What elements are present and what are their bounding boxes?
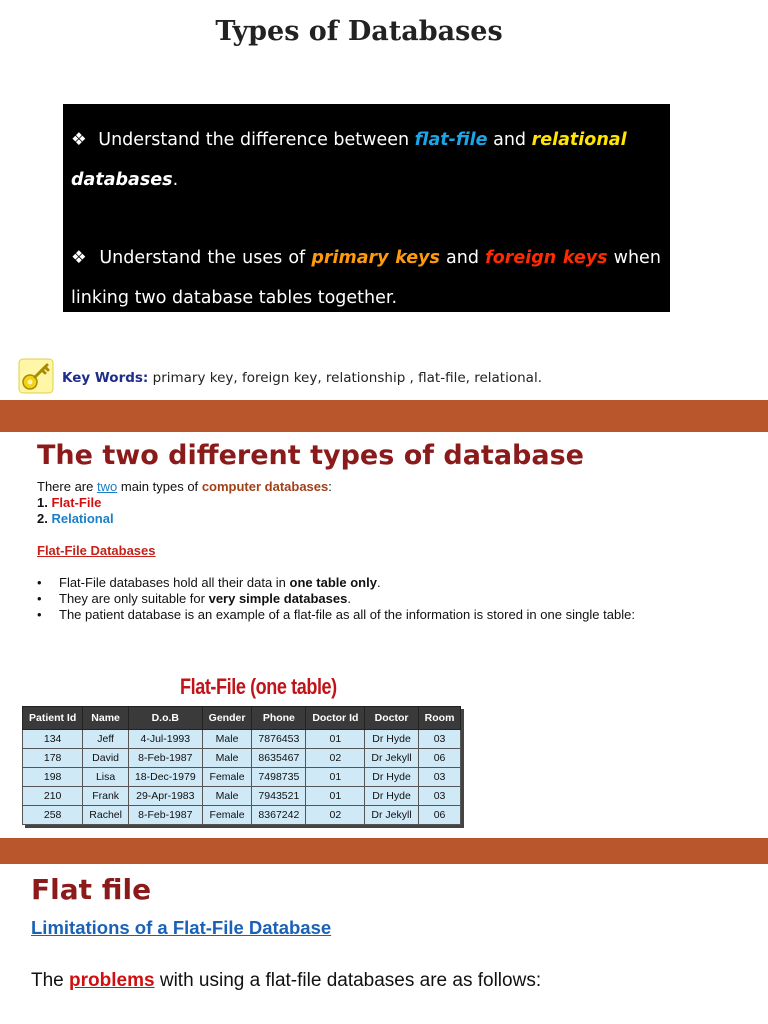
- table-cell: Frank: [83, 787, 129, 806]
- limitations-heading: Limitations of a Flat-File Database: [31, 917, 332, 938]
- table-row: [23, 787, 461, 806]
- type-number: 1.: [37, 495, 48, 510]
- databases-term: databases: [71, 170, 173, 190]
- column-header: Gender: [202, 707, 252, 730]
- table-cell: Dr Hyde: [365, 730, 418, 749]
- intro-block: [37, 479, 332, 527]
- column-header: Doctor: [365, 707, 418, 730]
- foreign-keys-term: foreign keys: [485, 248, 608, 268]
- table-cell: Male: [202, 749, 252, 768]
- bullet-bold: very simple databases: [208, 591, 348, 606]
- problems-pre: The: [31, 970, 64, 991]
- objective-2: [71, 238, 661, 318]
- table-cell: 7876453: [252, 730, 306, 749]
- objective-1: [71, 120, 661, 200]
- column-header: Patient Id: [23, 707, 83, 730]
- keywords-label: Key Words:: [62, 370, 149, 386]
- flat-file-heading: Flat file: [31, 873, 152, 906]
- patient-table: [22, 706, 461, 825]
- type-name-relational: Relational: [51, 511, 114, 526]
- flat-file-subheading: Flat-File Databases: [37, 543, 156, 558]
- key-icon: [18, 358, 54, 394]
- table-cell: David: [83, 749, 129, 768]
- type-item: [37, 495, 332, 511]
- table-cell: 02: [306, 806, 365, 825]
- table-cell: 210: [23, 787, 83, 806]
- table-cell: 03: [418, 787, 461, 806]
- flat-file-bullets: [37, 575, 635, 623]
- objective-1-and: and: [493, 130, 527, 150]
- table-cell: 01: [306, 787, 365, 806]
- objective-2-text: Understand the uses of: [99, 248, 306, 268]
- flat-file-term: flat-file: [414, 130, 488, 150]
- table-cell: 03: [418, 768, 461, 787]
- diamond-bullet-icon: ❖: [71, 248, 88, 268]
- table-row: [23, 749, 461, 768]
- table-cell: Jeff: [83, 730, 129, 749]
- table-cell: 18-Dec-1979: [128, 768, 202, 787]
- keywords-row: [18, 358, 738, 398]
- table-caption: Flat-File (one table): [180, 674, 337, 699]
- table-row: [23, 730, 461, 749]
- table-cell: 06: [418, 806, 461, 825]
- column-header: D.o.B: [128, 707, 202, 730]
- two-link: two: [97, 479, 118, 494]
- table-row: [23, 768, 461, 787]
- intro-colon: :: [328, 479, 332, 494]
- table-cell: 01: [306, 730, 365, 749]
- table-cell: 8-Feb-1987: [128, 749, 202, 768]
- table-cell: 06: [418, 749, 461, 768]
- section-heading: The two different types of database: [37, 440, 584, 471]
- objective-2-and: and: [446, 248, 479, 268]
- table-row: [23, 806, 461, 825]
- table-cell: 8-Feb-1987: [128, 806, 202, 825]
- table-cell: 198: [23, 768, 83, 787]
- table-cell: 7943521: [252, 787, 306, 806]
- primary-keys-term: primary keys: [311, 248, 440, 268]
- table-cell: Dr Hyde: [365, 787, 418, 806]
- bullet-item: [37, 607, 635, 623]
- table-cell: Lisa: [83, 768, 129, 787]
- bullet-item: [37, 575, 635, 591]
- table-cell: Dr Hyde: [365, 768, 418, 787]
- column-header: Phone: [252, 707, 306, 730]
- table-cell: 29-Apr-1983: [128, 787, 202, 806]
- diamond-bullet-icon: ❖: [71, 130, 87, 150]
- bullet-end: .: [347, 591, 351, 606]
- objective-1-end: .: [172, 170, 179, 190]
- intro-line: [37, 479, 332, 495]
- column-header: Name: [83, 707, 129, 730]
- table-cell: Female: [202, 768, 252, 787]
- table-cell: 02: [306, 749, 365, 768]
- section-divider: [0, 838, 768, 864]
- table-cell: 178: [23, 749, 83, 768]
- objective-2-post: when linking two database tables together.: [71, 248, 661, 308]
- bullet-text: Flat-File databases hold all their data in: [59, 575, 286, 590]
- table-cell: Female: [202, 806, 252, 825]
- problems-post: with using a flat-file databases are as follows:: [159, 970, 542, 991]
- table-cell: Male: [202, 730, 252, 749]
- table-cell: 7498735: [252, 768, 306, 787]
- bullet-end: .: [376, 575, 381, 590]
- table-cell: Male: [202, 787, 252, 806]
- objective-1-text: Understand the difference between: [98, 130, 410, 150]
- table-cell: 01: [306, 768, 365, 787]
- column-header: Doctor Id: [306, 707, 365, 730]
- section-divider: [0, 400, 768, 432]
- bullet-item: [37, 591, 635, 607]
- table-header-row: [23, 707, 461, 730]
- problems-line: [31, 970, 541, 992]
- table-cell: 4-Jul-1993: [128, 730, 202, 749]
- table-cell: 8367242: [252, 806, 306, 825]
- computer-databases-term: computer databases: [201, 479, 329, 494]
- column-header: Room: [418, 707, 461, 730]
- table-cell: Dr Jekyll: [365, 749, 418, 768]
- keywords-list: primary key, foreign key, relationship , flat-file, relational.: [152, 370, 542, 386]
- bullet-text: They are only suitable for: [59, 591, 205, 606]
- table-cell: Dr Jekyll: [365, 806, 418, 825]
- table-cell: 258: [23, 806, 83, 825]
- problems-word: problems: [69, 970, 155, 991]
- table-cell: 134: [23, 730, 83, 749]
- objectives-box: [63, 104, 670, 312]
- keywords-text: [62, 370, 542, 386]
- type-item: [37, 511, 332, 527]
- table-cell: 03: [418, 730, 461, 749]
- table-cell: 8635467: [252, 749, 306, 768]
- type-name-flat-file: Flat-File: [51, 495, 102, 510]
- relational-term: relational: [531, 130, 627, 150]
- bullet-text: The patient database is an example of a flat-file as all of the information is stored in one single table:: [59, 607, 635, 622]
- page-title: Types of Databases: [215, 16, 503, 47]
- intro-text: There are: [37, 479, 94, 494]
- intro-text-mid: main types of: [120, 479, 199, 494]
- table-cell: Rachel: [83, 806, 129, 825]
- type-number: 2.: [37, 511, 48, 526]
- bullet-bold: one table only: [289, 575, 377, 590]
